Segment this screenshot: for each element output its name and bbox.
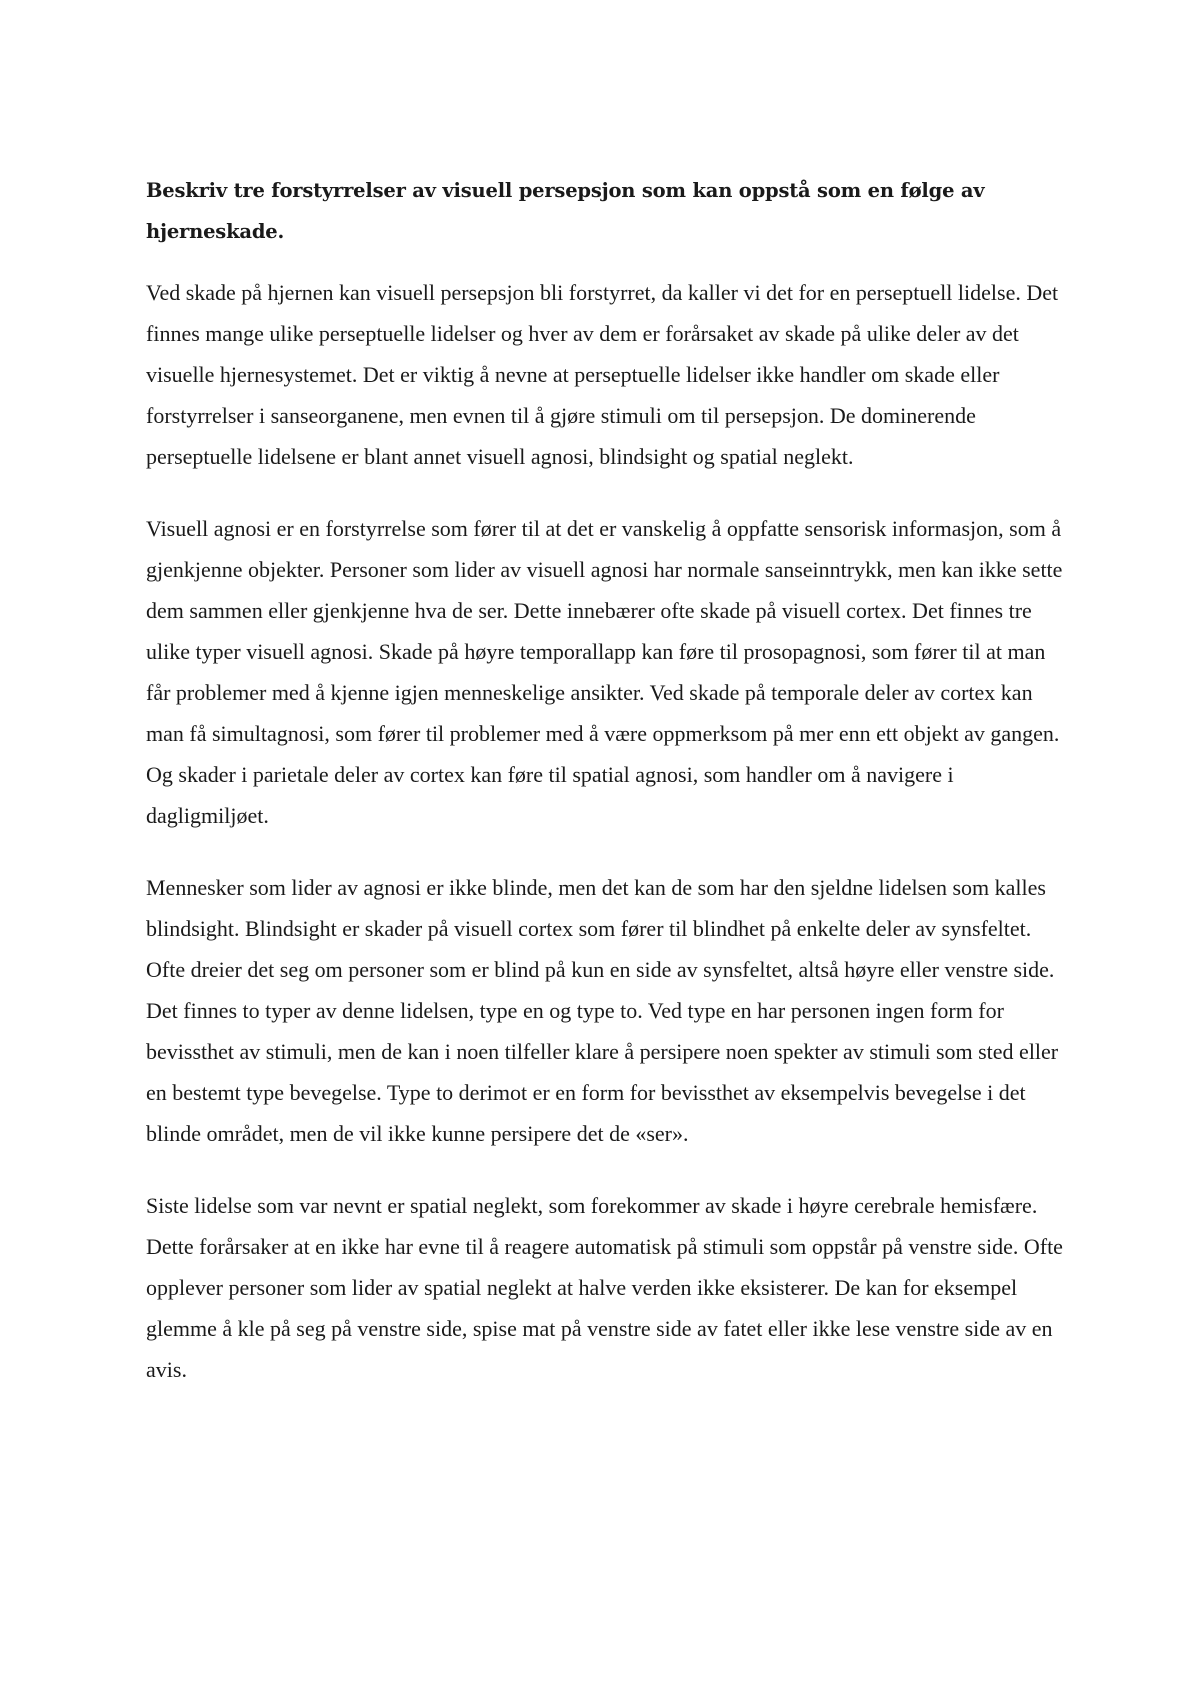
paragraph-visual-agnosia: Visuell agnosi er en forstyrrelse som fører til at det er vanskelig å oppfatte sensorisk informasjon, som å gjenkjenne objekter. Personer som lider av visuell agnosi har normale sanseinntrykk, men kan ikke sette dem sammen eller gjenkjenne hva de ser. Dette innebærer ofte skade på visuell cortex. Det finnes tre ulike typer visuell agnosi. Skade på høyre temporallapp kan føre til prosopagnosi, som fører til at man får problemer med å kjenne igjen menneskelige ansikter. Ved skade på temporale deler av cortex kan man få simultagnosi, som fører til problemer med å være oppmerksom på mer enn ett objekt av gangen. Og skader i parietale deler av cortex kan føre til spatial agnosi, som handler om å navigere i dagligmiljøet.: [146, 516, 1063, 828]
paragraph-blindsight: Mennesker som lider av agnosi er ikke blinde, men det kan de som har den sjeldne lidelsen som kalles blindsight. Blindsight er skader på visuell cortex som fører til blindhet på enkelte deler av synsfeltet. Ofte dreier det seg om personer som er blind på kun en side av synsfeltet, altså høyre eller venstre side. Det finnes to typer av denne lidelsen, type en og type to. Ved type en har personen ingen form for bevissthet av stimuli, men de kan i noen tilfeller klare å persipere noen spekter av stimuli som sted eller en bestemt type bevegelse. Type to derimot er en form for bevissthet av eksempelvis bevegelse i det blinde området, men de vil ikke kunne persipere det de «ser».: [146, 875, 1059, 1146]
document-page: [146, 170, 1066, 1421]
paragraph-intro: Ved skade på hjernen kan visuell persepsjon bli forstyrret, da kaller vi det for en perseptuell lidelse. Det finnes mange ulike perseptuelle lidelser og hver av dem er forårsaket av skade på ulike deler av det visuelle hjernesystemet. Det er viktig å nevne at perseptuelle lidelser ikke handler om skade eller forstyrrelser i sanseorganene, men evnen til å gjøre stimuli om til persepsjon. De dominerende perseptuelle lidelsene er blant annet visuell agnosi, blindsight og spatial neglekt.: [146, 280, 1059, 469]
paragraph-spatial-neglect: Siste lidelse som var nevnt er spatial neglekt, som forekommer av skade i høyre cerebrale hemisfære. Dette forårsaker at en ikke har evne til å reagere automatisk på stimuli som oppstår på venstre side. Ofte opplever personer som lider av spatial neglekt at halve verden ikke eksisterer. De kan for eksempel glemme å kle på seg på venstre side, spise mat på venstre side av fatet eller ikke lese venstre side av en avis.: [146, 1193, 1063, 1382]
question-heading: Beskriv tre forstyrrelser av visuell persepsjon som kan oppstå som en følge av hjerneskade.: [146, 179, 985, 243]
